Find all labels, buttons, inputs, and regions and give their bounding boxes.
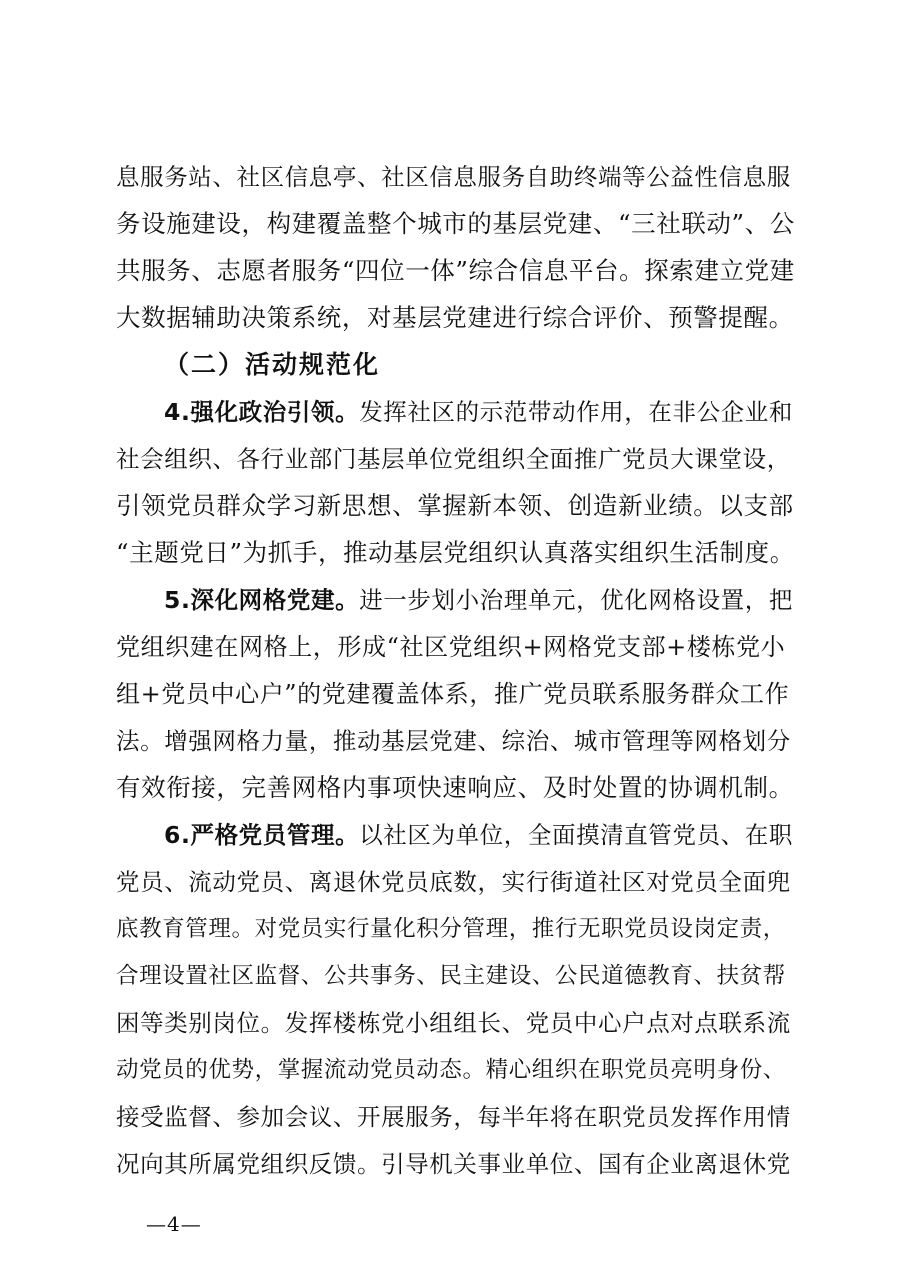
- page-number: —4—: [146, 1212, 202, 1236]
- paragraph-4-first-line-text: 发挥社区的示范带动作用，在非公企业和: [359, 398, 793, 426]
- body-text-line: 共服务、志愿者服务“四位一体”综合信息平台。探索建立党建: [116, 256, 795, 285]
- section-heading: （二）活动规范化: [164, 350, 381, 379]
- paragraph-4-lead: 4.强化政治引领。: [164, 398, 360, 426]
- body-text-line: 底教育管理。对党员实行量化积分管理，推行无职党员设岗定责，: [116, 916, 786, 942]
- body-text-line: 党组织建在网格上，形成“社区党组织+网格党支部+楼栋党小: [116, 633, 786, 661]
- body-text-line: 大数据辅助决策系统，对基层党建进行综合评价、预警提醒。: [116, 303, 794, 332]
- paragraph-6-lead: 6.严格党员管理。: [164, 821, 360, 849]
- body-text-line: “主题党日”为抓手，推动基层党组织认真落实组织生活制度。: [116, 538, 795, 567]
- body-text-line: 法。增强网格力量，推动基层党建、综治、城市管理等网格划分: [116, 727, 791, 755]
- paragraph-5-first-line: [164, 579, 796, 621]
- body-text-line: 困等类别岗位。发挥楼栋党小组组长、党员中心户点对点联系流: [116, 1009, 791, 1037]
- paragraph-6-first-line-text: 以社区为单位，全面摸清直管党员、在职: [359, 821, 793, 849]
- body-text-line: 党员、流动党员、离退休党员底数，实行街道社区对党员全面兜: [116, 868, 791, 896]
- body-text-line: 合理设置社区监督、公共事务、民主建设、公民道德教育、扶贫帮: [116, 963, 786, 989]
- body-text-line: 组+党员中心户”的党建覆盖体系，推广党员联系服务群众工作: [116, 680, 790, 708]
- body-text-line: 社会组织、各行业部门基层单位党组织全面推广党员大课堂设，: [116, 445, 791, 473]
- body-text-line: 务设施建设，构建覆盖整个城市的基层党建、“三社联动”、公: [116, 209, 795, 238]
- body-text-line: 有效衔接，完善网格内事项快速响应、及时处置的协调机制。: [116, 773, 794, 802]
- body-text-line: 息服务站、社区信息亭、社区信息服务自助终端等公益性信息服: [116, 163, 791, 191]
- paragraph-5-first-line-text: 进一步划小治理单元，优化网格设置，把: [359, 586, 793, 614]
- paragraph-6-first-line: [164, 814, 796, 856]
- body-text-line: 况向其所属党组织反馈。引导机关事业单位、国有企业离退休党: [116, 1150, 791, 1178]
- paragraph-4-first-line: [164, 391, 796, 433]
- body-text-line: 引领党员群众学习新思想、掌握新本领、创造新业绩。以支部: [116, 491, 794, 520]
- body-text-line: 接受监督、参加会议、开展服务，每半年将在职党员发挥作用情: [116, 1103, 791, 1131]
- paragraph-5-lead: 5.深化网格党建。: [164, 586, 360, 614]
- body-text-line: 动党员的优势，掌握流动党员动态。精心组织在职党员亮明身份、: [116, 1057, 786, 1083]
